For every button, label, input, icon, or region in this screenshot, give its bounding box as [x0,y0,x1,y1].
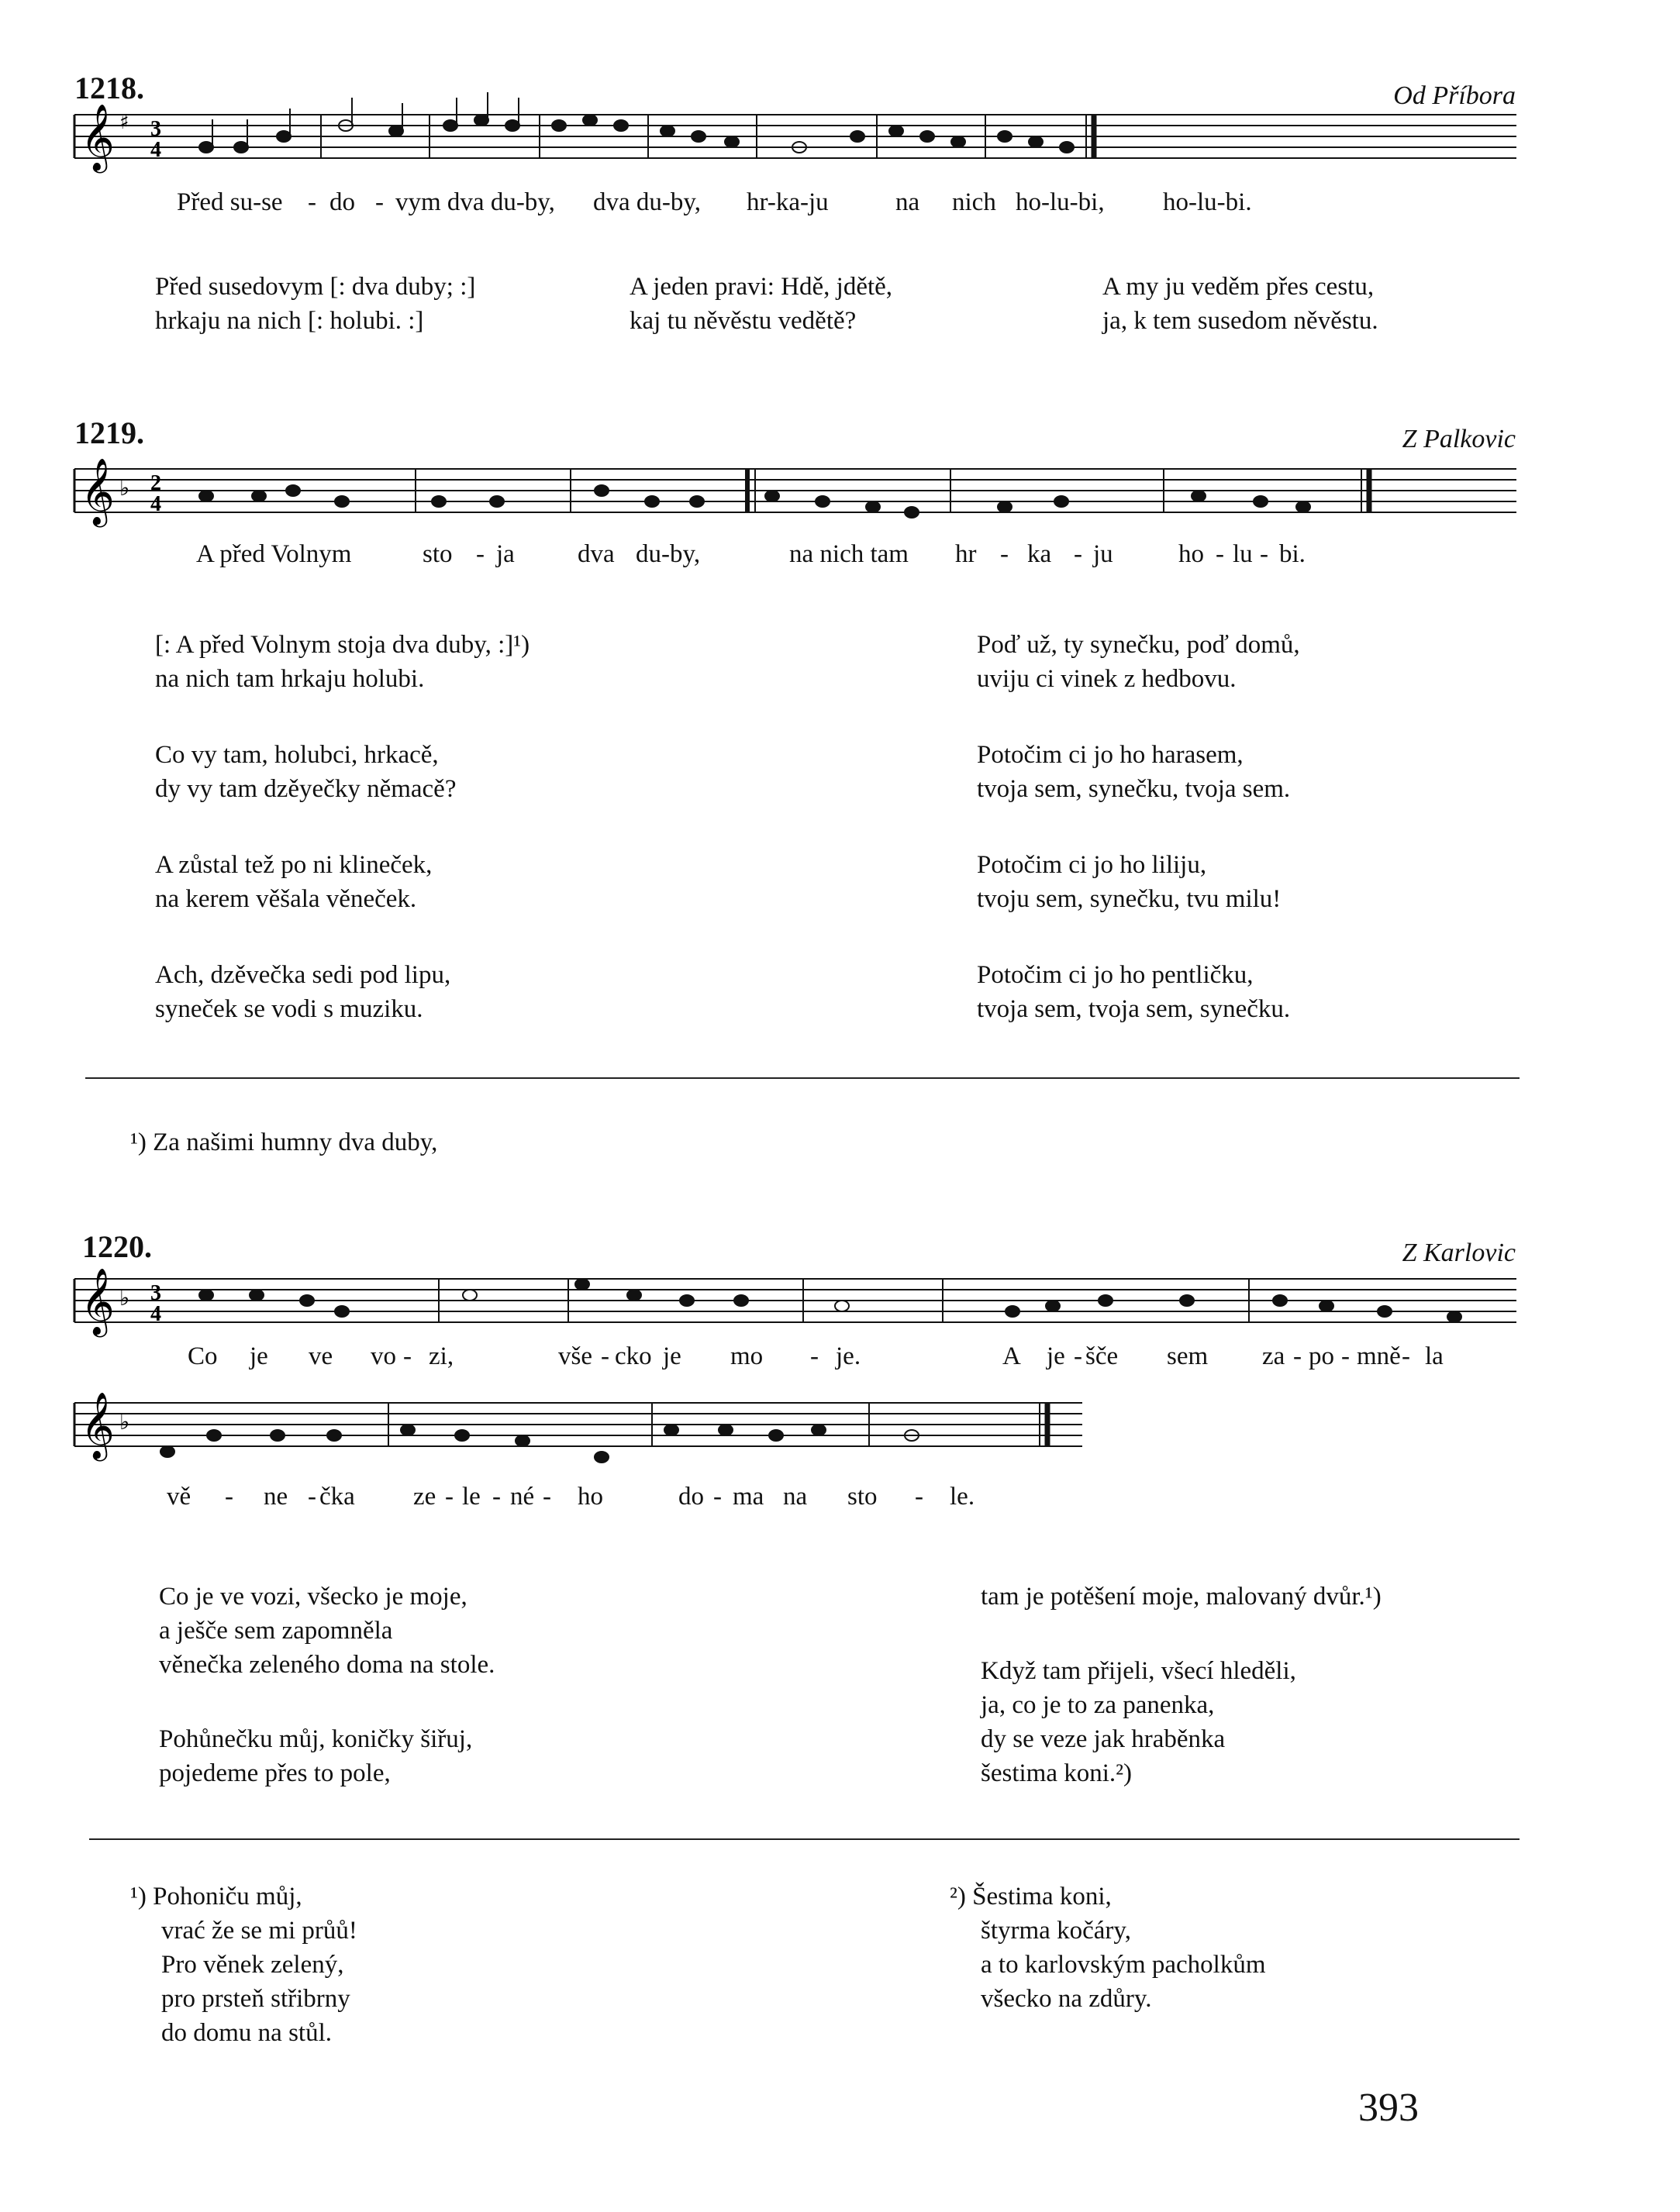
syllable: ju [1093,540,1113,568]
syllable: A [1002,1342,1021,1370]
syllable: nich [952,188,996,216]
music-staff [74,458,1516,531]
syllable: le. [950,1483,975,1511]
syllable: ve [309,1342,333,1370]
syllable: - [1074,1342,1082,1370]
syllable: na nich tam [789,540,909,568]
syllable: na [783,1483,808,1511]
time-sig-bottom: 4 [150,492,161,516]
syllable: ho-lu-bi, [1016,188,1105,216]
verse-column-right: tam je potěšení moje, malovaný dvůr.¹) Když tam přijeli, všecí hleděli, ja, co je to za panenka, dy se veze jak hraběnka šestima koni.²) [981,1583,1382,1787]
syllable: vše [558,1342,592,1370]
syllable: vě [167,1483,191,1511]
syllable: vym dva du-by, [395,188,555,216]
syllable: sto [847,1483,878,1511]
syllable: po [1309,1342,1334,1370]
time-sig-top: 3 [150,1281,161,1305]
treble-clef: 𝄞 [81,104,115,171]
syllable: - [445,1483,454,1511]
syllable: je [663,1342,681,1370]
syllable: né [510,1483,535,1511]
syllable: je [1047,1342,1065,1370]
page-number: 393 [1358,2086,1419,2130]
syllable: - [225,1483,233,1511]
syllable: hr-ka-ju [747,188,829,216]
syllable: - [1074,540,1082,568]
song-number: 1218. [74,71,144,105]
footnote-divider [85,1077,1520,1079]
syllable: - [1293,1342,1302,1370]
syllable: ho [578,1483,603,1511]
footnote-divider [89,1838,1520,1840]
footnote: ²) Šestima koni, štyrma kočáry, a to karlovským pacholkům všecko na zdůry. [950,1883,1266,2013]
song-origin: Z Karlovic [1402,1239,1516,1267]
syllable: sto [423,540,453,568]
syllable: dva du-by, [593,188,701,216]
syllable: vo [371,1342,396,1370]
syllable: - [1402,1342,1410,1370]
syllable: ho [1178,540,1204,568]
footnote: ¹) Pohoniču můj, vrać že se mi průů! Pro věnek zelený, pro prsteň střibrny do domu na stůl. [130,1883,357,2047]
syllable: ja [496,540,515,568]
key-signature: ♭ [119,1409,130,1435]
footnote: ¹) Za našimi humny dva duby, [130,1128,438,1156]
syllable: ho-lu-bi. [1163,188,1252,216]
syllable: A před Volnym [196,540,352,568]
syllable: - [1000,540,1009,568]
syllable: le [462,1483,481,1511]
syllable: - [810,1342,819,1370]
syllable: - [308,1483,316,1511]
lyric-line [0,1342,1680,1373]
syllable: do [678,1483,704,1511]
syllable: mo [730,1342,764,1370]
song-origin: Z Palkovic [1402,425,1516,453]
syllable: sem [1167,1342,1209,1370]
syllable: - [915,1483,923,1511]
time-sig-top: 2 [150,471,161,495]
syllable: - [1341,1342,1350,1370]
syllable: Před su-se [177,188,283,216]
syllable: ne [264,1483,288,1511]
syllable: - [543,1483,551,1511]
syllable: bi. [1279,540,1306,568]
syllable: za [1262,1342,1285,1370]
syllable: - [403,1342,412,1370]
syllable: - [1216,540,1224,568]
key-signature: ♭ [119,1285,130,1311]
syllable: Co [188,1342,218,1370]
syllable: hr [955,540,977,568]
syllable: - [476,540,485,568]
syllable: - [1260,540,1268,568]
syllable: - [308,188,316,216]
verse-column-left: [: A před Volnym stoja dva duby, :]¹) na nich tam hrkaju holubi. Co vy tam, holubci, hrkacě, dy vy tam dzěyečky němacě? A zůstal tež po ni klineček, na kerem věšala věneček. Ach, dzěvečka sedi pod lipu, syneček se vodi s muziku. [155,631,530,1023]
syllable: - [375,188,384,216]
syllable: šče [1085,1342,1119,1370]
syllable: - [492,1483,501,1511]
song-number: 1220. [82,1229,152,1264]
syllable: du-by, [636,540,701,568]
syllable: ze [413,1483,436,1511]
syllable: čka [319,1483,355,1511]
verse-column-left: Co je ve vozi, všecko je moje, a ješče sem zapomněla věnečka zeleného doma na stole. Pohůnečku můj, koničky šiřuj, pojedeme přes to pole, [159,1583,495,1787]
music-staff [74,1268,1516,1341]
lyric-line [0,1483,1680,1514]
key-signature: ♯ [119,111,129,134]
music-staff [74,104,1516,177]
time-sig-bottom: 4 [150,1302,161,1326]
notes [199,469,1369,518]
syllable: je [250,1342,268,1370]
lyric-line [0,540,1680,571]
syllable: zi, [429,1342,454,1370]
syllable: na [895,188,920,216]
time-sig-bottom: 4 [150,138,161,162]
verse: A jeden pravi: Hdě, jdětě, kaj tu něvěstu vedětě? [630,273,893,335]
syllable: - [601,1342,609,1370]
song-number: 1219. [74,415,144,450]
syllable: - [713,1483,722,1511]
lyric-line [0,188,1680,219]
verse-column-right: Poď už, ty synečku, poď domů, uviju ci vinek z hedbovu. Potočim ci jo ho harasem, tvoja sem, synečku, tvoja sem. Potočim ci jo ho liliju, tvoju sem, synečku, tvu milu! Potočim ci jo ho pentličku, tvoja sem, tvoja sem, synečku. [977,631,1300,1023]
syllable: do [329,188,355,216]
song-origin: Od Příbora [1393,81,1516,110]
syllable: mně [1357,1342,1401,1370]
treble-clef: 𝄞 [81,1392,115,1459]
syllable: lu [1233,540,1253,568]
music-staff [74,1392,1082,1465]
syllable: je. [836,1342,861,1370]
verse: A my ju veděm přes cestu, ja, k tem susedom něvěstu. [1102,273,1378,335]
notes [160,1403,1047,1463]
syllable: cko [615,1342,652,1370]
treble-clef: 𝄞 [81,458,115,525]
syllable: ka [1027,540,1052,568]
key-signature: ♭ [119,475,130,501]
time-sig-top: 3 [150,117,161,141]
syllable: ma [733,1483,764,1511]
treble-clef: 𝄞 [81,1268,115,1335]
syllable: la [1425,1342,1444,1370]
syllable: dva [578,540,615,568]
verse: Před susedovym [: dva duby; :] hrkaju na nich [: holubi. :] [155,273,476,335]
